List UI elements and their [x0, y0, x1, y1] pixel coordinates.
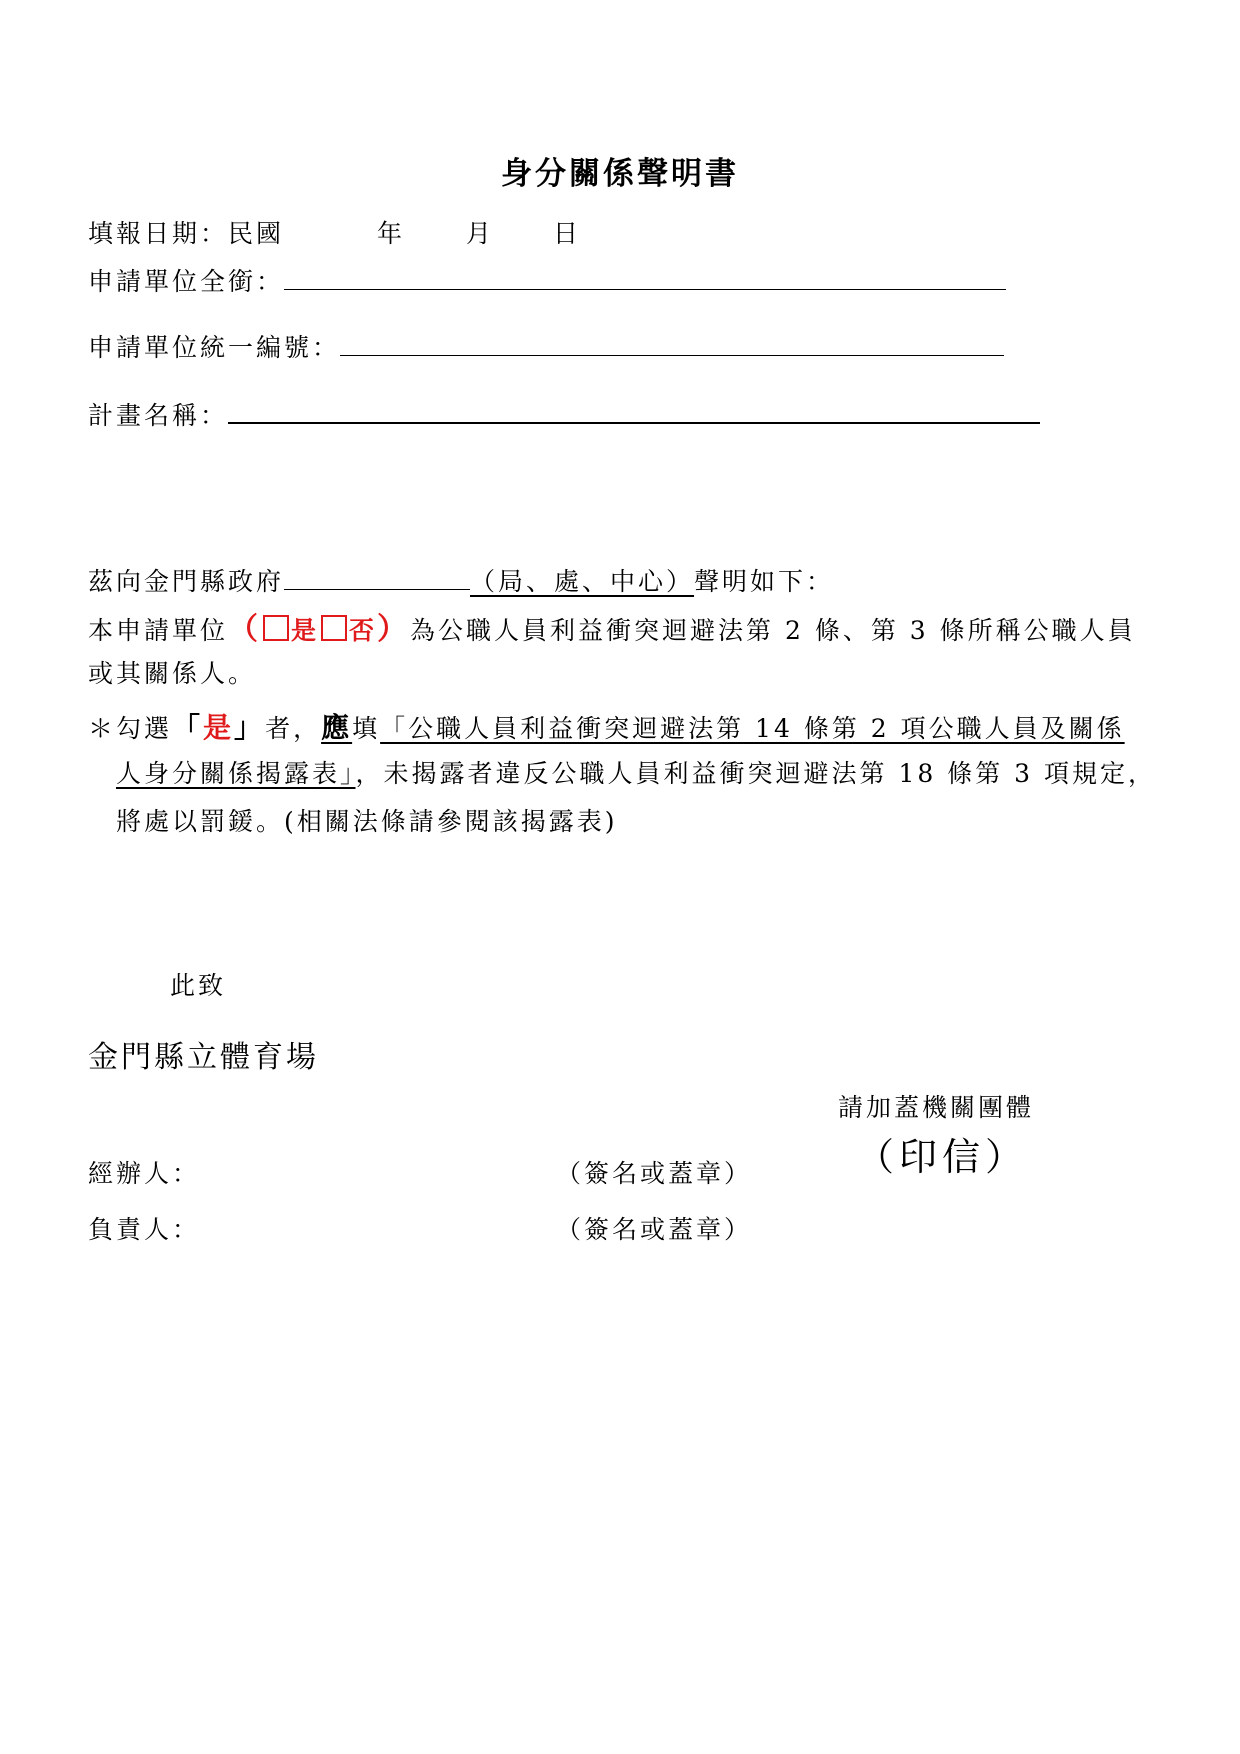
note-mark: ＊勾選: [88, 714, 173, 743]
org-id-label: 申請單位統一編號：: [88, 333, 341, 362]
note-form-name-1: 「公職人員利益衝突迴避法第 14 條第 2 項公職人員及關係: [380, 714, 1125, 743]
no-checkbox[interactable]: [321, 615, 347, 641]
declaration-line3: 或其關係人。: [88, 659, 257, 688]
note-quote-close: 」: [234, 711, 266, 744]
choice-paren-open: （: [228, 612, 262, 647]
handler-sign-note: （簽名或蓋章）: [556, 1159, 753, 1188]
note-form-name-2: 人身分關係揭露表」: [116, 759, 356, 788]
note-line3: 將處以罰鍰。(相關法條請參閱該揭露表): [116, 807, 618, 836]
project-label: 計畫名稱：: [88, 401, 229, 430]
note-mid: 者，: [265, 714, 322, 743]
org-name-label: 申請單位全銜：: [88, 267, 285, 296]
note-line1: [88, 706, 1125, 746]
yes-checkbox[interactable]: [263, 615, 289, 641]
no-option-label: 否: [349, 616, 378, 645]
stamp-seal-label: （印信）: [856, 1135, 1029, 1179]
date-day: 日: [553, 219, 582, 248]
choice-paren-close: ）: [377, 612, 411, 647]
responsible-sign-note: （簽名或蓋章）: [556, 1215, 753, 1244]
unit-blank[interactable]: [284, 563, 470, 590]
note-fill: 填: [352, 714, 381, 743]
date-label: 填報日期：民國: [88, 219, 285, 248]
handler-label: 經辦人：: [88, 1159, 201, 1188]
declaration-line2-start: 本申請單位: [88, 616, 229, 645]
note-tail: ，未揭露者違反公職人員利益衝突迴避法第 18 條第 3 項規定，: [355, 759, 1157, 788]
stamp-instruction: 請加蓋機關團體: [838, 1093, 1035, 1122]
org-name-blank[interactable]: [284, 263, 1006, 290]
project-blank[interactable]: [228, 396, 1040, 424]
declaration-line2-end: 為公職人員利益衝突迴避法第 2 條、第 3 條所稱公職人員: [410, 616, 1136, 645]
org-id-blank[interactable]: [340, 329, 1004, 356]
responsible-label: 負責人：: [88, 1215, 201, 1244]
document-title: 身分關係聲明書: [501, 156, 739, 192]
date-year: 年: [377, 219, 406, 248]
unit-options: （局、處、中心）: [470, 567, 695, 596]
declaration-prefix: 茲向金門縣政府: [88, 567, 285, 596]
note-quote-open: 「: [172, 711, 204, 744]
declaration-line2: [88, 604, 1136, 648]
date-month: 月: [466, 219, 495, 248]
note-line2: [116, 754, 1156, 790]
yes-option-label: 是: [291, 616, 320, 645]
org-name-field: [88, 262, 1006, 298]
note-yes: 是: [203, 711, 235, 744]
org-id-field: [88, 328, 1004, 364]
salutation: 此致: [170, 971, 227, 1000]
project-field: [88, 396, 1040, 432]
recipient: 金門縣立體育場: [88, 1040, 319, 1075]
note-must: 應: [321, 711, 353, 744]
declaration-line1: [88, 562, 834, 598]
declaration-suffix: 聲明如下：: [694, 567, 835, 596]
